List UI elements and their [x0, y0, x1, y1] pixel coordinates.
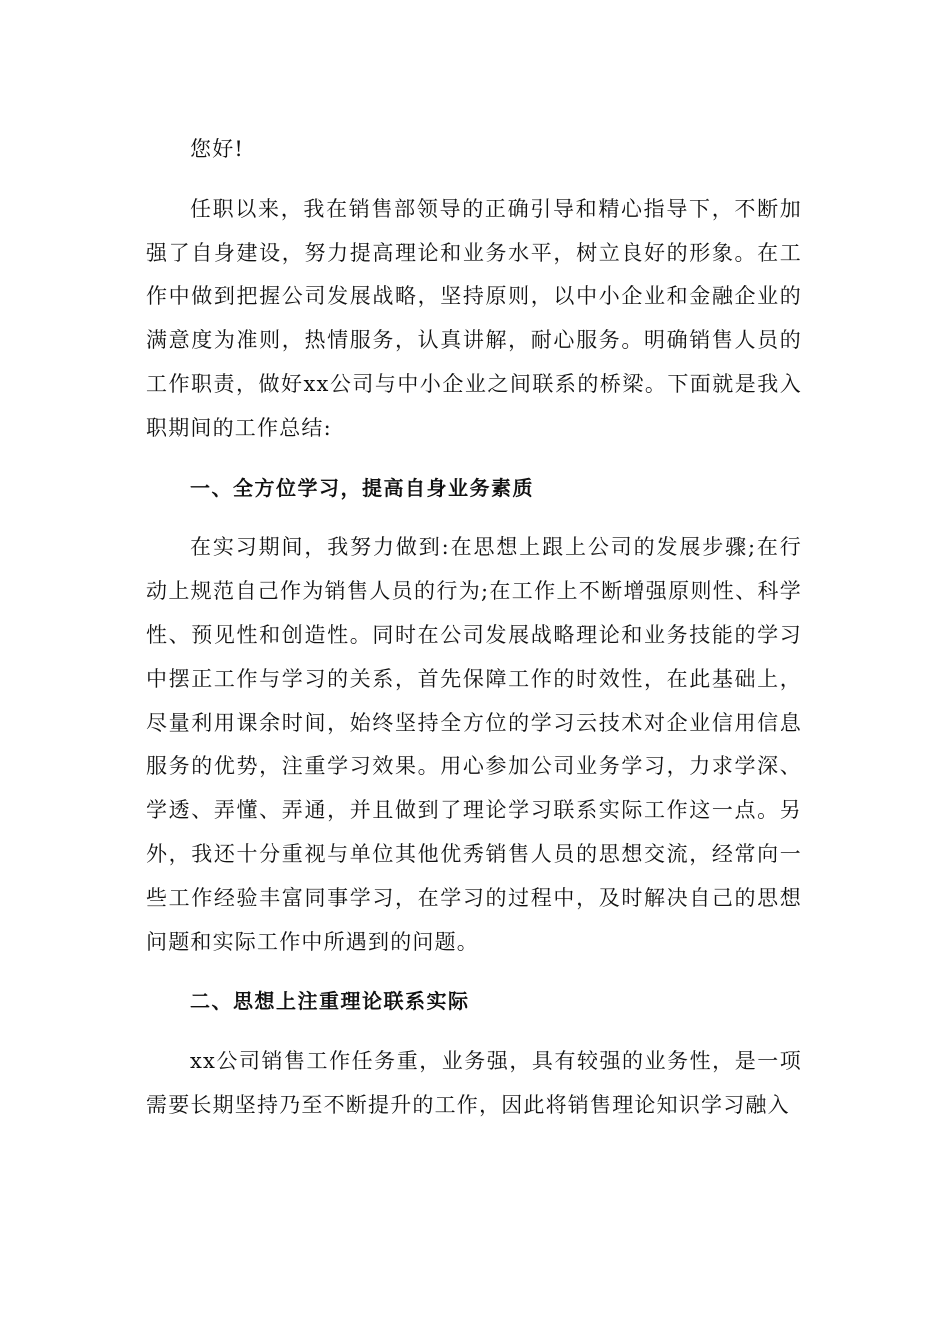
intro-paragraph: 任职以来，我在销售部领导的正确引导和精心指导下，不断加强了自身建设，努力提高理论和业务水平，树立良好的形象。在工作中做到把握公司发展战略，坚持原则，以中小企业和金融企业的满意度为准则，热情服务，认真讲解，耐心服务。明确销售人员的工作职责，做好xx公司与中小企业之间联系的桥梁。下面就是我入职期间的工作总结: — [146, 196, 802, 440]
document-page — [146, 128, 802, 1128]
section-2-heading: 二、思想上注重理论联系实际 — [190, 989, 470, 1014]
section-2-paragraph: xx公司销售工作任务重，业务强，具有较强的业务性，是一项需要长期坚持乃至不断提升的工作，因此将销售理论知识学习融入 — [146, 1049, 802, 1117]
section-1-heading: 一、全方位学习，提高自身业务素质 — [190, 475, 534, 500]
greeting: 您好! — [190, 137, 245, 161]
section-1-paragraph: 在实习期间，我努力做到:在思想上跟上公司的发展步骤;在行动上规范自己作为销售人员的行为;在工作上不断增强原则性、科学性、预见性和创造性。同时在公司发展战略理论和业务技能的学习中摆正工作与学习的关系，首先保障工作的时效性，在此基础上，尽量利用课余时间，始终坚持全方位的学习云技术对企业信用信息服务的优势，注重学习效果。用心参加公司业务学习，力求学深、学透、弄懂、弄通，并且做到了理论学习联系实际工作这一点。另外，我还十分重视与单位其他优秀销售人员的思想交流，经常向一些工作经验丰富同事学习，在学习的过程中，及时解决自己的思想问题和实际工作中所遇到的问题。 — [146, 535, 802, 954]
